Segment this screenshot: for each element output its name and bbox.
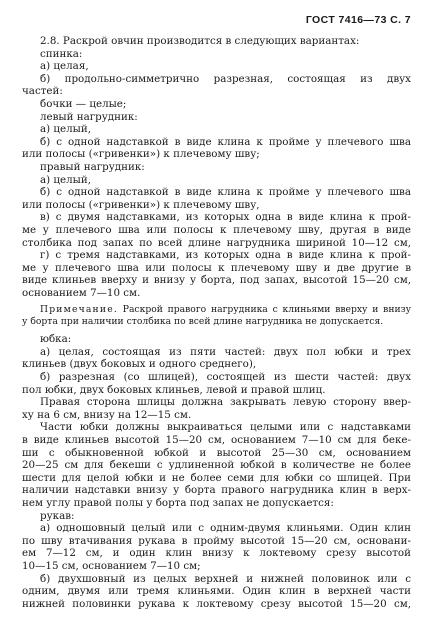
text-line: клиньев (двух боковых и одного среднего),	[22, 358, 257, 371]
text-line: или полосы («гривенки») к плечевому шву,	[22, 198, 260, 211]
note-line	[22, 304, 411, 315]
text-line: г) с тремя надставками, из которых одна в виде клина к прой-	[40, 249, 411, 262]
note-block	[22, 304, 411, 327]
text-line: б) с одной надставкой в виде клина к пройме у плечевого шва	[40, 135, 411, 148]
text-line: по шву втачивания рукава в пройму высотой 15—20 см, основани-	[22, 534, 411, 547]
text-line: б) двухшовный из целых верхней и нижней половинок или с	[40, 572, 411, 585]
text-block-bottom	[22, 333, 411, 610]
text-line: виде клиньев вверху и внизу у борта, под запах, высотой 15—20 см,	[22, 274, 411, 287]
text-line: в виде клиньев высотой 15—20 см, основанием 7—10 см для беке-	[22, 434, 411, 447]
text-line: а) целый,	[40, 123, 92, 136]
note-label: Примечание.	[40, 304, 118, 316]
text-line: ме у плечевого шва или полосы к плечевому шву, другая в виде	[22, 223, 411, 236]
text-line: 20—25 см для бекеши с удлиненной юбкой в количестве не более	[22, 459, 411, 472]
text-line: нем углу правой полы у борта под запах не допускается:	[22, 497, 334, 509]
text-line: столбика под запах по всей длине нагрудника шириной 10—12 см,	[22, 236, 411, 249]
text-line: а) целая,	[40, 60, 89, 73]
text-line: Правая сторона шлицы должна закрывать левую сторону ввер-	[40, 396, 411, 409]
text-line: ме у плечевого шва или полосы к плечевому шву и две другие в	[22, 261, 411, 274]
text-line: бочки — целые;	[40, 97, 127, 110]
text-block-top	[22, 35, 411, 299]
text-line: пол юбки, двух боковых клиньев, левой и правой шлиц.	[22, 383, 326, 396]
text-line: а) одношовный целый или с одним-двумя клиньями. Один клин	[40, 522, 411, 535]
text-line: а) целый,	[40, 173, 92, 186]
text-line: нижней половинки рукава к локтевому срезу высотой 15—20 см,	[22, 597, 411, 610]
text-line: б) продольно-симметрично разрезная, состоящая из двух	[40, 72, 411, 85]
text-line: одним, двумя или тремя клиньями. Один клин в верхней части	[22, 585, 411, 598]
text-line: или полосы («гривенки») к плечевому шву;	[22, 148, 260, 161]
note-text: Раскрой правого нагрудника с клиньями вверху и внизу	[122, 304, 411, 316]
text-line: 2.8. Раскрой овчин производится в следующих вариантах:	[40, 35, 360, 47]
page-header: ГОСТ 7416—73 С. 7	[305, 14, 411, 26]
text-line: наличии надставки внизу у борта правого нагрудника клин в верх-	[22, 484, 411, 497]
text-line: основанием 7—10 см.	[22, 286, 141, 299]
text-line: б) разрезная (со шлицей), состоящей из шести частей: двух	[40, 371, 411, 384]
text-line: рукав:	[40, 509, 75, 522]
text-line: правый нагрудник:	[40, 160, 145, 173]
text-line: а) целая, состоящая из пяти частей: двух пол юбки и трех	[40, 345, 411, 358]
text-line: частей:	[22, 85, 63, 98]
text-line: б) с одной надставкой в виде клина к пройме у плечевого шва	[40, 186, 411, 199]
text-line: шести для целой юбки и не более семи для юбки со шлицей. При	[22, 471, 411, 484]
text-line: в) с двумя надставками, из которых одна в виде клина к прой-	[40, 211, 411, 224]
text-line: ши с обыкновенной юбкой и высотой 25—30 см, основанием	[22, 446, 411, 459]
note-line: у борта при наличии столбика по всей длине нагрудника не допускается.	[22, 315, 384, 327]
text-line: юбка:	[40, 333, 72, 346]
text-line: 10—15 см, основанием 7—10 см;	[22, 559, 201, 572]
text-line: левый нагрудник:	[40, 110, 138, 123]
text-line: ху на 6 см, внизу на 12—15 см.	[22, 408, 192, 421]
text-line: спинка:	[40, 47, 83, 60]
text-line: ем 7—12 см, и один клин внизу к локтевому срезу высотой	[22, 547, 411, 560]
text-line: Части юбки должны выкраиваться целыми или с надставками	[40, 421, 411, 434]
